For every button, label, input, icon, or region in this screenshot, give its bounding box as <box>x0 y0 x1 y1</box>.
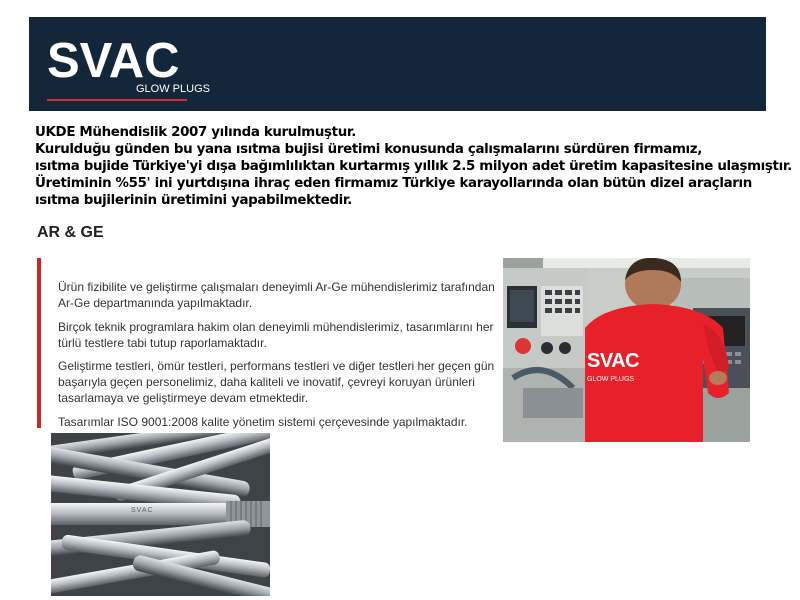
logo-wordmark: SVAC <box>47 34 180 88</box>
intro-line: Üretiminin %55' ini yurtdışına ihraç eden firmamız Türkiye karayollarında olan bütün dizel araçların <box>35 176 752 191</box>
shirt-logo: SVAC <box>587 350 640 372</box>
rd-accent-bar <box>37 258 41 428</box>
intro-line: ısıtma bujilerinin üretimini yapabilmektedir. <box>35 193 353 208</box>
intro-line: ısıtma bujide Türkiye'yi dışa bağımlılıktan kurtarmış yıllık 2.5 milyon adet üretim kapasitesine ulaşmıştır. <box>35 159 792 174</box>
company-intro <box>35 124 792 209</box>
logo-subtitle: GLOW PLUGS <box>136 83 210 95</box>
rd-paragraph: Birçok teknik programlara hakim olan deneyimli mühendislerimiz, tasarımlarını her türlü testlere tabi tutup raporlamaktadır. <box>58 319 494 350</box>
rd-description <box>58 279 498 437</box>
glow-plugs-photo <box>51 433 270 596</box>
rd-paragraph: Ürün fizibilite ve geliştirme çalışmaları deneyimli Ar-Ge mühendislerimiz tarafından Ar-Ge departmanında yapılmaktadır. <box>58 280 495 310</box>
intro-line: UKDE Mühendislik 2007 yılında kurulmuştur. <box>35 125 356 140</box>
plug-engraving: SVAC <box>131 507 154 514</box>
rd-paragraph: Geliştirme testleri, ömür testleri, performans testleri ve diğer testleri her geçen gün başarıyla geçen personelimiz, daha kaliteli ve inovatif, çevreyi koruyan ürünleri tasarlamaya ve geliştirmeye devam etmektedir. <box>58 359 495 405</box>
header-banner <box>29 17 766 111</box>
rd-section-title: AR & GE <box>37 224 104 241</box>
logo-underline <box>47 99 187 101</box>
intro-line: Kurulduğu günden bu yana ısıtma bujisi üretimi konusunda çalışmalarını sürdüren firmamız, <box>35 142 702 157</box>
svac-logo[interactable] <box>47 34 210 103</box>
rd-engineer-photo <box>503 258 750 442</box>
shirt-logo-sub: GLOW PLUGS <box>587 376 635 383</box>
rd-paragraph: Tasarımlar ISO 9001:2008 kalite yönetim sistemi çerçevesinde yapılmaktadır. <box>58 414 468 429</box>
